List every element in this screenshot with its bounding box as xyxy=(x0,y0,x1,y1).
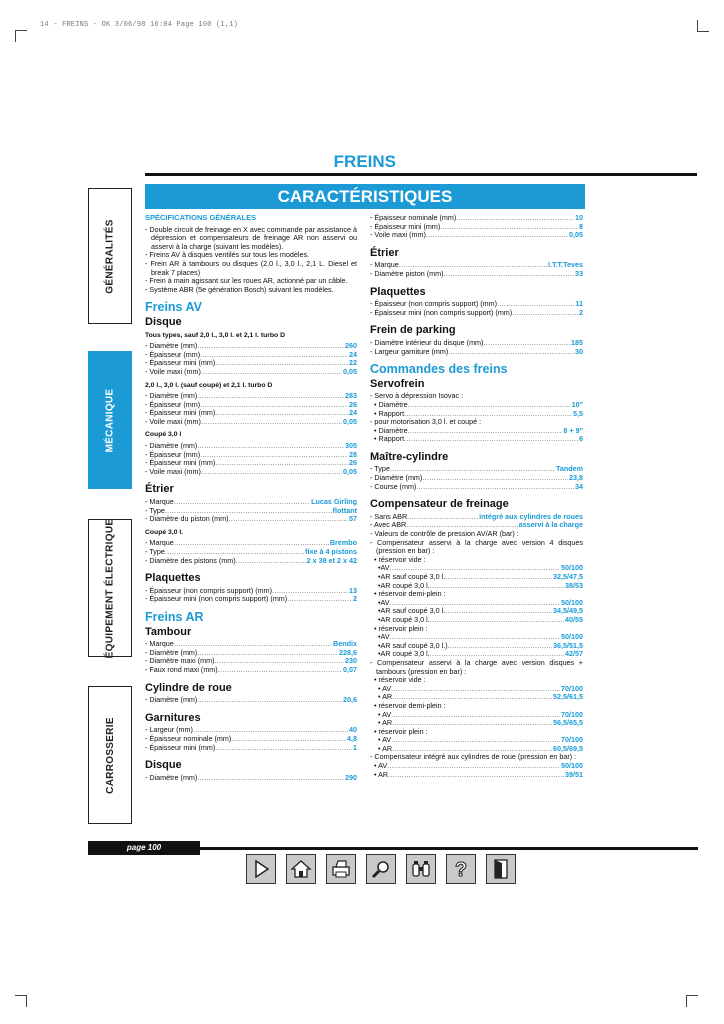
tab-label: MÉCANIQUE xyxy=(104,388,116,452)
comp-line3: - Compensateur asservi à la charge avec version disques + tambours (pression en bar) : xyxy=(370,657,583,676)
spec-label: •AV xyxy=(378,563,390,573)
spec-label: •AR coupé 3,0 l. xyxy=(378,649,430,659)
spec-value: 22 xyxy=(349,358,357,368)
coupe-rows xyxy=(145,539,357,565)
spec-row xyxy=(145,696,357,705)
spec-label: - Largeur (mm) xyxy=(145,725,193,735)
spec-value: 70/100 xyxy=(561,709,583,719)
maitre-rows xyxy=(370,465,583,491)
spec-label: - Diamètre (mm) xyxy=(145,772,198,782)
spec-value: 60,5/69,5 xyxy=(553,743,583,753)
leader-dots xyxy=(391,685,560,694)
spec-row xyxy=(145,774,357,783)
spec-value: 230 xyxy=(345,656,357,666)
leader-dots xyxy=(215,359,348,368)
spec-label: - Épaisseur mini (mm) xyxy=(145,408,216,418)
section-commandes: Commandes des freins xyxy=(370,362,508,377)
spec-row xyxy=(370,348,583,357)
spec-label: • Rapport xyxy=(374,434,405,444)
leader-dots xyxy=(197,774,344,783)
spec-row xyxy=(145,595,357,604)
spec-value: Brembo xyxy=(329,538,357,548)
print-header: 14 - FREINS - OK 3/06/98 16:04 Page 100 (1,1) xyxy=(40,21,239,29)
reservoir-plein-1: • réservoir plein : xyxy=(374,623,428,633)
spec-value: 50/100 xyxy=(561,597,583,607)
spec-label: •AR coupé 3,0 l. xyxy=(378,614,430,624)
spec-value: 40/55 xyxy=(565,614,583,624)
spec-item: - Système ABR (5e génération Bosch) suivant les modèles. xyxy=(145,284,334,294)
spec-value: 70/100 xyxy=(561,683,583,693)
spec-label: • AR xyxy=(378,718,393,728)
leader-dots xyxy=(512,309,578,318)
home-button[interactable] xyxy=(286,854,316,884)
heading-parking: Frein de parking xyxy=(370,324,456,337)
leader-dots xyxy=(231,735,346,744)
spec-value: Tandem xyxy=(555,464,583,474)
spec-label: - Voile maxi (mm) xyxy=(145,416,201,426)
leader-dots xyxy=(214,657,344,666)
group1-title: Tous types, sauf 2,0 l., 3,0 l. et 2,1 l. turbo D xyxy=(145,331,286,339)
spec-value: 13 xyxy=(349,585,357,595)
leader-dots xyxy=(445,607,552,616)
crop-mark xyxy=(15,30,27,31)
spec-label: - Épaisseur (non compris support) (mm) xyxy=(145,585,273,595)
spec-value: Lucas Girling xyxy=(311,497,357,507)
leader-dots xyxy=(440,223,578,232)
binoculars-icon xyxy=(410,858,432,880)
tab-label: GÉNÉRALITÉS xyxy=(104,218,116,294)
spec-label: - Épaisseur nominale (mm) xyxy=(145,733,232,743)
leader-dots xyxy=(445,573,552,582)
spec-label: - Course (mm) xyxy=(370,481,417,491)
leader-dots xyxy=(408,401,571,410)
spec-label: - Diamètre du piston (mm) xyxy=(145,514,229,524)
spec-value: 24 xyxy=(349,408,357,418)
group2-title: 2,0 l., 3,0 l. (sauf coupé) et 2,1 l. turbo D xyxy=(145,381,273,389)
spec-label: - Épaisseur (mm) xyxy=(145,449,201,459)
spec-item: - Freins AV à disques ventilés sur tous les modèles. xyxy=(145,250,310,260)
leader-dots xyxy=(430,616,564,625)
plaquettes-rows xyxy=(145,587,357,604)
spec-label: - Diamètre maxi (mm) xyxy=(145,656,215,666)
spec-value: 39/51 xyxy=(565,769,583,779)
spec-label: - Diamètre (mm) xyxy=(370,473,423,483)
spec-value: 2 xyxy=(579,307,583,317)
spec-label: • Diamètre xyxy=(374,399,408,409)
comp-line2: - Compensateur asservi à la charge avec version 4 disques (pression en bar) : xyxy=(370,537,583,556)
spec-value: 5,5 xyxy=(573,408,583,418)
spec-value: 185 xyxy=(571,337,583,347)
reservoir-plein-2: • réservoir plein : xyxy=(374,726,428,736)
spec-value: 30 xyxy=(575,346,583,356)
spec-row xyxy=(370,435,583,444)
spec-item: - Frein à main agissant sur les roues AR, actionné par un câble. xyxy=(145,276,348,286)
spec-value: 57 xyxy=(349,514,357,524)
spec-row xyxy=(145,418,357,427)
spec-value: 23,8 xyxy=(569,473,583,483)
etrier-rows xyxy=(145,498,357,524)
spec-row xyxy=(370,771,583,780)
tab-label: CARROSSERIE xyxy=(104,716,116,794)
spec-label: - Marque xyxy=(370,260,399,270)
leader-dots xyxy=(197,442,344,451)
spec-label: - Épaisseur mini (mm) xyxy=(145,742,216,752)
spec-value: 228,6 xyxy=(339,647,357,657)
leader-dots xyxy=(200,451,348,460)
spec-row xyxy=(145,368,357,377)
spec-value: I.T.T.Teves xyxy=(547,260,583,270)
spec-label: - Type xyxy=(370,464,390,474)
leader-dots xyxy=(404,435,578,444)
spec-label: - Diamètre (mm) xyxy=(145,441,198,451)
reservoir-demi-1: • réservoir demi-plein : xyxy=(374,589,446,599)
spec-label: - Marque xyxy=(145,639,174,649)
heading-compensateur: Compensateur de freinage xyxy=(370,498,509,511)
spec-value: 8 + 9" xyxy=(563,425,583,435)
leader-dots xyxy=(201,418,342,427)
spec-label: - Voile maxi (mm) xyxy=(145,466,201,476)
spec-row xyxy=(370,309,583,318)
spec-label: - Voile maxi (mm) xyxy=(145,366,201,376)
leader-dots xyxy=(236,557,306,566)
spec-value: 0,07 xyxy=(343,664,357,674)
spec-label: • AR xyxy=(374,769,389,779)
next-page-button[interactable] xyxy=(246,854,276,884)
cylindre-rows xyxy=(145,696,357,705)
servo-line2: - pour motorisation 3,0 l. et coupé : xyxy=(370,417,482,427)
leader-dots xyxy=(416,483,574,492)
tab-label: ÉQUIPEMENT ÉLECTRIQUE xyxy=(104,518,116,658)
spec-label: •AR sauf coupé 3,0 l. xyxy=(378,572,446,581)
play-icon xyxy=(251,859,271,879)
spec-label: - Épaisseur mini (mm) xyxy=(145,358,216,368)
spec-value: 0,05 xyxy=(343,366,357,376)
spec-label: • AR xyxy=(378,692,393,702)
spec-label: •AV xyxy=(378,597,390,607)
spec-value: 32,5/47,5 xyxy=(553,572,583,581)
spec-value: 260 xyxy=(345,341,357,351)
rv2-rows xyxy=(370,685,583,702)
help-button[interactable] xyxy=(446,854,476,884)
spec-label: - Diamètre (mm) xyxy=(145,647,198,657)
spec-row xyxy=(370,685,583,694)
spec-value: 28 xyxy=(349,449,357,459)
spec-row xyxy=(370,483,583,492)
zoom-button[interactable] xyxy=(406,854,436,884)
spec-value: flottant xyxy=(332,505,357,515)
spec-row xyxy=(145,666,357,675)
spec-row xyxy=(145,515,357,524)
spec-label: • Rapport xyxy=(374,408,405,418)
spec-label: - Voile maxi (mm) xyxy=(370,230,426,240)
leader-dots xyxy=(215,459,348,468)
spec-label: - Avec ABR xyxy=(370,520,407,530)
leader-dots xyxy=(228,515,348,524)
spec-label: • AR xyxy=(378,743,393,753)
spec-label: •AR sauf coupé 3,0 l.) xyxy=(378,640,448,650)
spec-row xyxy=(370,231,583,240)
spec-value: 50/100 xyxy=(561,563,583,573)
heading-disque-ar: Disque xyxy=(145,759,182,772)
disque-ar-rows xyxy=(145,774,357,783)
crop-mark xyxy=(697,31,709,32)
spec-value: 10 xyxy=(575,213,583,222)
comp-rows1 xyxy=(370,513,583,530)
spec-label: - Épaisseur (mm) xyxy=(145,399,201,409)
leader-dots xyxy=(197,696,342,705)
spec-value: 38/53 xyxy=(565,580,583,590)
leader-dots xyxy=(483,339,570,348)
spec-label: - Diamètre piston (mm) xyxy=(370,268,444,278)
top-rule xyxy=(145,173,697,176)
leader-dots xyxy=(422,474,568,483)
top-rows xyxy=(370,214,583,240)
tab-generalites[interactable] xyxy=(88,188,132,324)
help-icon xyxy=(450,858,472,880)
leader-dots xyxy=(215,409,348,418)
leader-dots xyxy=(448,642,552,651)
leader-dots xyxy=(448,348,574,357)
spec-value: 2 x 38 et 2 x 42 xyxy=(306,555,357,565)
heading-disque: Disque xyxy=(145,315,182,328)
spec-label: •AV xyxy=(378,632,390,642)
crop-mark xyxy=(686,995,698,996)
leader-dots xyxy=(197,342,344,351)
spec-value: fixe à 4 pistons xyxy=(305,547,357,556)
spec-value: 50/100 xyxy=(561,632,583,642)
leader-dots xyxy=(197,649,338,658)
spec-label: - Largeur garniture (mm) xyxy=(370,346,449,356)
coupe-title: Coupé 3,0 l. xyxy=(145,528,184,536)
leader-dots xyxy=(197,392,344,401)
leader-dots xyxy=(430,582,564,591)
spec-value: 0,05 xyxy=(343,416,357,426)
heading-etrier: Étrier xyxy=(145,483,174,496)
rp2-rows xyxy=(370,736,583,753)
spec-label: - Sans ABR xyxy=(370,511,408,521)
crop-mark xyxy=(686,995,687,1007)
servo-rows2 xyxy=(370,427,583,444)
section-freins-ar: Freins AR xyxy=(145,609,204,624)
spec-label: - Diamètre des pistons (mm) xyxy=(145,555,236,565)
chapter-title: FREINS xyxy=(333,152,396,171)
spec-value: 26 xyxy=(349,399,357,409)
leader-dots xyxy=(408,427,563,436)
spec-value: 2 xyxy=(353,594,357,604)
spec-row xyxy=(145,498,357,507)
spec-value: 36,5/51,5 xyxy=(553,640,583,650)
leader-dots xyxy=(200,351,348,360)
spec-value: 33 xyxy=(575,268,583,278)
exit-button[interactable] xyxy=(486,854,516,884)
spec-value: 0,05 xyxy=(343,466,357,476)
leader-dots xyxy=(426,231,568,240)
crop-mark xyxy=(26,995,27,1007)
spec-label: - Type xyxy=(145,547,165,556)
magnifier-icon xyxy=(370,858,392,880)
spec-label: • AV xyxy=(374,761,388,771)
specs-list xyxy=(145,226,357,295)
spec-label: • AV xyxy=(378,683,392,693)
spec-row xyxy=(370,270,583,279)
spec-item: - Double circuit de freinage en X avec commande par assistance à dépression et compensateurs de freinage AR non asservi ou asservi à la charge (suivant les modèles). xyxy=(145,224,357,251)
spec-value: 20,6 xyxy=(343,695,357,705)
spec-value: 1 xyxy=(353,742,357,752)
spec-label: - Diamètre intérieur du disque (mm) xyxy=(370,337,484,347)
spec-value: 70/100 xyxy=(561,735,583,745)
spec-label: - Marque xyxy=(145,538,174,548)
spec-label: - Épaisseur nominale (mm) xyxy=(370,213,457,222)
spec-value: 26 xyxy=(349,458,357,468)
spec-value: 50/100 xyxy=(561,761,583,771)
leader-dots xyxy=(201,468,342,477)
leader-dots xyxy=(407,513,478,522)
heading-plaquettes: Plaquettes xyxy=(145,572,201,585)
spec-value: 56,5/65,5 xyxy=(553,718,583,728)
spec-label: - Type xyxy=(145,505,165,515)
leader-dots xyxy=(443,270,574,279)
printer-icon xyxy=(330,858,352,880)
spec-label: - Épaisseur mini (non compris support) (mm) xyxy=(370,307,513,317)
leader-dots xyxy=(391,736,560,745)
reservoir-vide-2: • réservoir vide : xyxy=(374,675,426,685)
parking-rows xyxy=(370,339,583,356)
leader-dots xyxy=(391,711,560,720)
spec-row xyxy=(145,557,357,566)
svg-text:?: ? xyxy=(454,859,468,880)
spec-value: 6 xyxy=(579,434,583,444)
servo-line1: - Servo à dépression Isovac : xyxy=(370,391,464,401)
garnitures-rows xyxy=(145,726,357,752)
spec-value: 8 xyxy=(579,221,583,231)
spec-item: - Frein AR à tambours ou disques (2,0 l., 3,0 l., 2,1 L. Diesel et break 7 places) xyxy=(145,258,357,277)
leader-dots xyxy=(387,762,560,771)
page-number: page 100 xyxy=(88,841,200,855)
right-column xyxy=(370,214,583,779)
specs-title: SPÉCIFICATIONS GÉNÉRALES xyxy=(145,213,257,222)
rp1-rows xyxy=(370,633,583,659)
spec-value: 305 xyxy=(345,441,357,451)
spec-label: • AV xyxy=(378,709,392,719)
leader-dots xyxy=(200,401,348,410)
comp-line1: - Valeurs de contrôle de pression AV/AR (bar) : xyxy=(370,529,519,539)
spec-label: - Épaisseur (non compris support) (mm) xyxy=(370,299,498,309)
leader-dots xyxy=(456,214,574,223)
spec-label: - Diamètre (mm) xyxy=(145,695,198,705)
heading-etrier-ar: Étrier xyxy=(370,246,399,259)
spec-label: • AV xyxy=(378,735,392,745)
crop-mark xyxy=(15,30,16,42)
group1-rows xyxy=(145,342,357,376)
heading-cylindre: Cylindre de roue xyxy=(145,681,232,694)
spec-value: 34 xyxy=(575,481,583,491)
spec-value: Bendix xyxy=(333,639,357,649)
spec-value: 34,5/49,5 xyxy=(553,606,583,616)
leader-dots xyxy=(174,498,310,507)
spec-value: 42/57 xyxy=(565,649,583,659)
print-button[interactable] xyxy=(326,854,356,884)
spec-row xyxy=(145,468,357,477)
heading-plaquettes-ar: Plaquettes xyxy=(370,285,426,298)
rd1-rows xyxy=(370,599,583,625)
etrier-ar-rows xyxy=(370,261,583,278)
leader-dots xyxy=(215,744,352,753)
exit-door-icon xyxy=(490,858,512,880)
leader-dots xyxy=(201,368,342,377)
spec-value: 0,05 xyxy=(569,230,583,240)
spec-label: - Marque xyxy=(145,497,174,507)
spec-row xyxy=(370,736,583,745)
leader-dots xyxy=(287,595,352,604)
spec-label: - Épaisseur mini (non compris support) (mm) xyxy=(145,594,288,604)
comp-line4: - Compensateur intégré aux cylindres de roue (pression en bar) : xyxy=(370,752,577,762)
spec-value: asservi à la charge xyxy=(518,520,583,530)
home-icon xyxy=(290,858,312,880)
section-freins-av: Freins AV xyxy=(145,300,202,315)
spec-label: - Diamètre (mm) xyxy=(145,341,198,351)
heading-maitre: Maître-cylindre xyxy=(370,450,449,463)
spec-label: - Diamètre (mm) xyxy=(145,391,198,401)
group3-rows xyxy=(145,442,357,476)
group2-rows xyxy=(145,392,357,426)
heading-tambour: Tambour xyxy=(145,625,192,638)
spec-label: - Faux rond maxi (mm) xyxy=(145,664,218,674)
section-banner: CARACTÉRISTIQUES xyxy=(145,184,585,209)
heading-garnitures: Garnitures xyxy=(145,711,201,724)
final-rows xyxy=(370,762,583,779)
spec-row xyxy=(370,762,583,771)
spec-value: 10" xyxy=(571,399,583,409)
spec-label: • Diamètre xyxy=(374,425,408,435)
leader-dots xyxy=(388,771,564,780)
spec-label: •AR coupé 3,0 l. xyxy=(378,580,430,590)
tab-carrosserie[interactable] xyxy=(88,686,132,824)
leader-dots xyxy=(218,666,342,675)
spec-value: 52,5/61,5 xyxy=(553,692,583,702)
tab-equipement-electrique[interactable] xyxy=(88,519,132,657)
tambour-rows xyxy=(145,640,357,674)
plaquettes-ar-rows xyxy=(370,300,583,317)
spec-row xyxy=(145,744,357,753)
spec-label: •AR sauf coupé 3,0 l. xyxy=(378,606,446,616)
spec-row xyxy=(370,711,583,720)
left-column xyxy=(145,214,357,782)
heading-servofrein: Servofrein xyxy=(370,377,425,390)
rv1-rows xyxy=(370,564,583,590)
spec-value: intégré aux cylindres de roues xyxy=(479,511,583,521)
spec-label: - Épaisseur (mm) xyxy=(145,349,201,359)
reservoir-vide-1: • réservoir vide : xyxy=(374,554,426,564)
servo-rows1 xyxy=(370,401,583,418)
search-button[interactable] xyxy=(366,854,396,884)
spec-value: 24 xyxy=(349,349,357,359)
leader-dots xyxy=(174,640,332,649)
spec-value: 40 xyxy=(349,725,357,735)
spec-value: 4,8 xyxy=(347,733,357,743)
rd2-rows xyxy=(370,711,583,728)
tab-mecanique[interactable] xyxy=(88,351,132,489)
spec-value: 283 xyxy=(345,391,357,401)
spec-label: - Épaisseur mini (mm) xyxy=(145,458,216,468)
spec-label: - Épaisseur mini (mm) xyxy=(370,221,441,231)
spec-value: 11 xyxy=(575,299,583,309)
group3-title: Coupé 3,0 l xyxy=(145,431,182,439)
spec-value: 290 xyxy=(345,772,357,782)
reservoir-demi-2: • réservoir demi-plein : xyxy=(374,700,446,710)
